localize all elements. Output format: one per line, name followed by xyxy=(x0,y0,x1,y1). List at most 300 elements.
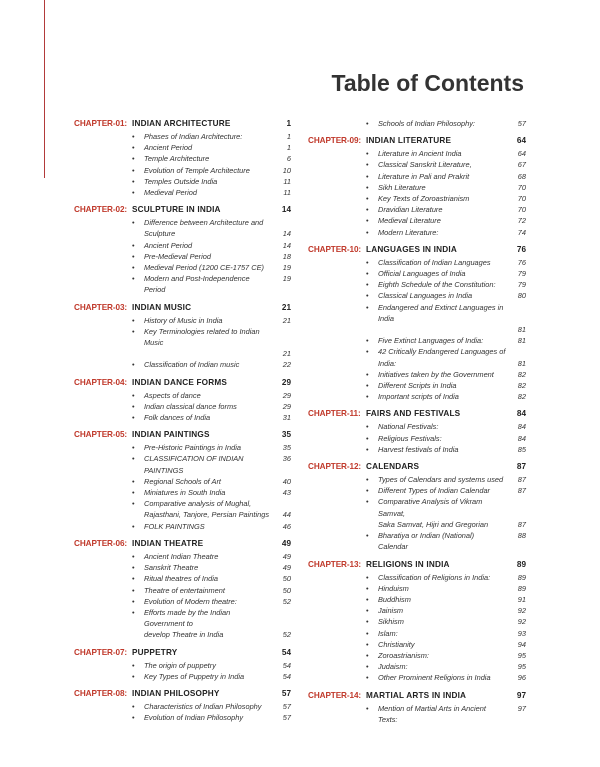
entry-page: 50 xyxy=(282,574,291,584)
entry-title: • Eighth Schedule of the Constitution: xyxy=(378,280,496,290)
entry-title: • Islam: xyxy=(378,628,398,638)
toc-entry[interactable] xyxy=(308,496,526,518)
toc-entry[interactable] xyxy=(308,358,526,369)
entry-page: 1 xyxy=(286,143,291,153)
toc-chapter xyxy=(74,429,291,532)
entry-page: 91 xyxy=(517,594,526,604)
toc-chapter xyxy=(74,647,291,682)
entry-page: 70 xyxy=(517,182,526,192)
chapter-title: FAIRS AND FESTIVALS xyxy=(366,409,461,419)
chapter-page: 54 xyxy=(281,647,291,657)
chapter-title: PUPPETRY xyxy=(132,647,178,657)
toc-entry[interactable] xyxy=(74,551,291,562)
toc-entry[interactable] xyxy=(308,171,526,182)
entry-title: • Classification of Indian music xyxy=(144,360,240,370)
entry-title: • Sanskrit Theatre xyxy=(144,563,199,573)
entry-title: • Christianity xyxy=(378,639,415,649)
entry-title xyxy=(378,324,506,335)
toc-entry[interactable] xyxy=(74,131,291,142)
toc-entry[interactable] xyxy=(74,573,291,584)
entry-page: 93 xyxy=(517,628,526,638)
entry-title: • Endangered and Extinct Languages in India xyxy=(378,302,504,323)
chapter-page: 29 xyxy=(281,377,291,387)
toc-chapter xyxy=(308,118,526,129)
toc-entry[interactable] xyxy=(74,228,291,239)
chapter-page: 1 xyxy=(286,119,291,128)
chapter-heading[interactable] xyxy=(74,538,291,551)
entry-title: • CLASSIFICATION OF INDIAN PAINTINGS xyxy=(144,454,244,475)
toc-entry[interactable] xyxy=(74,585,291,596)
toc-chapter xyxy=(74,118,291,198)
chapter-label: CHAPTER-14: xyxy=(308,690,362,700)
entry-title: Rajasthani, Tanjore, Persian Paintings xyxy=(144,510,270,520)
toc-chapter xyxy=(74,538,291,641)
toc-entry[interactable] xyxy=(74,487,291,498)
entry-title: • Judaism: xyxy=(378,662,408,672)
toc-chapter xyxy=(308,559,526,684)
chapter-title: MARTIAL ARTS IN INDIA xyxy=(366,690,467,700)
entry-title: • Aspects of dance xyxy=(144,390,201,400)
entry-page: 46 xyxy=(282,521,291,531)
chapter-heading[interactable] xyxy=(74,429,291,442)
chapter-heading[interactable] xyxy=(308,408,526,421)
entry-title: • Temple Architecture xyxy=(144,154,210,164)
entry-page: 54 xyxy=(282,671,291,681)
entry-page: 94 xyxy=(517,639,526,649)
toc-entry[interactable] xyxy=(74,142,291,153)
entry-title: • Evolution of Modern theatre: xyxy=(144,596,237,606)
toc-entry[interactable] xyxy=(308,628,526,639)
entry-title: • Difference between Architecture and xyxy=(144,218,264,228)
toc-entry[interactable] xyxy=(308,672,526,683)
entry-title: • Schools of Indian Philosophy: xyxy=(378,119,475,128)
chapter-sections xyxy=(74,315,291,371)
entry-page: 29 xyxy=(282,390,291,400)
toc-entry[interactable] xyxy=(308,474,526,485)
toc-entry[interactable] xyxy=(308,268,526,279)
entry-page: 87 xyxy=(517,486,526,496)
toc-entry[interactable] xyxy=(308,324,526,335)
entry-page: 11 xyxy=(283,188,291,198)
toc-entry[interactable] xyxy=(74,217,291,228)
toc-right-column xyxy=(308,118,526,731)
entry-title: • Buddhism xyxy=(378,594,411,604)
chapter-sections xyxy=(308,118,526,129)
toc-entry[interactable] xyxy=(308,639,526,650)
chapter-page: 57 xyxy=(281,688,291,698)
entry-title: • Ancient Period xyxy=(144,143,193,153)
entry-page: 97 xyxy=(517,703,526,713)
entry-title: • Other Prominent Religions in India xyxy=(378,673,491,683)
entry-page: 29 xyxy=(282,401,291,411)
entry-title: • Comparative Analysis of Vikram Samvat, xyxy=(378,497,483,518)
entry-title: • Comparative analysis of Mughal, xyxy=(144,499,252,509)
chapter-page: 76 xyxy=(516,244,526,254)
toc-entry[interactable] xyxy=(308,204,526,215)
toc-entry[interactable] xyxy=(308,572,526,583)
toc-entry[interactable] xyxy=(308,215,526,226)
entry-page: 88 xyxy=(517,531,526,541)
toc-entry[interactable] xyxy=(308,148,526,159)
entry-page: 64 xyxy=(517,149,526,159)
entry-title: • Different Scripts in India xyxy=(378,381,457,391)
toc-entry[interactable] xyxy=(308,605,526,616)
toc-entry[interactable] xyxy=(74,401,291,412)
chapter-title: RELIGIONS IN INDIA xyxy=(366,559,450,569)
toc-entry[interactable] xyxy=(308,391,526,402)
toc-chapter xyxy=(308,135,526,238)
toc-chapter xyxy=(74,302,291,371)
entry-title: • Miniatures in South India xyxy=(144,488,226,498)
toc-entry[interactable] xyxy=(308,302,526,324)
entry-page: 84 xyxy=(517,433,526,443)
entry-title: • Classical Languages in India xyxy=(378,291,473,301)
entry-title: • Initiatives taken by the Government xyxy=(378,369,494,379)
entry-title: • History of Music in India xyxy=(144,315,223,325)
toc-entry[interactable] xyxy=(74,498,291,509)
toc-entry[interactable] xyxy=(74,562,291,573)
toc-entry[interactable] xyxy=(74,251,291,262)
chapter-sections xyxy=(74,660,291,682)
chapter-label: CHAPTER-04: xyxy=(74,377,128,387)
entry-page: 49 xyxy=(282,551,291,561)
entry-title: • Ritual theatres of India xyxy=(144,574,218,584)
entry-page: 87 xyxy=(517,519,526,529)
toc-entry[interactable] xyxy=(74,176,291,187)
entry-page: 21 xyxy=(282,349,291,359)
entry-page: 57 xyxy=(517,119,526,128)
entry-page xyxy=(271,607,291,629)
chapter-label: CHAPTER-06: xyxy=(74,538,128,548)
entry-page: 89 xyxy=(517,583,526,593)
chapter-heading[interactable] xyxy=(308,559,526,572)
toc-entry[interactable] xyxy=(308,335,526,346)
entry-page: 68 xyxy=(517,171,526,181)
chapter-label: CHAPTER-07: xyxy=(74,647,128,657)
toc-entry[interactable] xyxy=(308,616,526,627)
entry-page xyxy=(271,326,291,348)
entry-page xyxy=(506,346,526,357)
chapter-label: CHAPTER-03: xyxy=(74,302,128,312)
toc-left-column xyxy=(74,118,291,729)
entry-page: 35 xyxy=(282,443,291,453)
entry-page: 89 xyxy=(517,572,526,582)
entry-title: • Five Extinct Languages of India: xyxy=(378,336,484,346)
toc-entry[interactable] xyxy=(74,187,291,198)
entry-page xyxy=(506,496,526,518)
toc-chapter xyxy=(308,461,526,552)
entry-title: • Modern Literature: xyxy=(378,227,439,237)
toc-entry[interactable] xyxy=(308,182,526,193)
entry-title: India: xyxy=(378,358,397,368)
chapter-title: INDIAN MUSIC xyxy=(132,302,192,312)
entry-title: • Sikh Literature xyxy=(378,182,426,192)
entry-title xyxy=(144,348,271,359)
entry-title: • Folk dances of India xyxy=(144,413,211,423)
toc-chapter xyxy=(74,377,291,424)
toc-entry[interactable] xyxy=(74,607,291,629)
entry-page: 82 xyxy=(517,392,526,402)
entry-page: 57 xyxy=(282,701,291,711)
entry-page: 40 xyxy=(282,476,291,486)
chapter-label: CHAPTER-09: xyxy=(308,136,362,146)
entry-page: 54 xyxy=(282,660,291,670)
chapter-sections xyxy=(308,421,526,455)
entry-title: • Evolution of Temple Architecture xyxy=(144,165,250,175)
entry-page: 81 xyxy=(517,325,526,335)
entry-title: • Ancient Period xyxy=(144,240,193,250)
entry-page: 95 xyxy=(517,650,526,660)
chapter-heading[interactable] xyxy=(308,135,526,148)
chapter-page: 14 xyxy=(281,205,291,215)
toc-entry[interactable] xyxy=(308,650,526,661)
entry-title: • National Festivals: xyxy=(378,422,439,432)
entry-page: 79 xyxy=(517,269,526,279)
toc-entry[interactable] xyxy=(308,433,526,444)
toc-entry[interactable] xyxy=(308,444,526,455)
chapter-sections xyxy=(308,703,526,725)
toc-entry[interactable] xyxy=(308,380,526,391)
entry-page: 1 xyxy=(286,132,291,141)
toc-entry[interactable] xyxy=(74,412,291,423)
toc-entry[interactable] xyxy=(74,701,291,712)
chapter-title: INDIAN DANCE FORMS xyxy=(132,377,228,387)
entry-page: 43 xyxy=(282,488,291,498)
entry-title: • Modern and Post-Independence Period xyxy=(144,274,250,295)
entry-title: • Important scripts of India xyxy=(378,392,459,402)
entry-title: • The origin of puppetry xyxy=(144,660,216,670)
chapter-label: CHAPTER-05: xyxy=(74,430,128,440)
entry-page: 70 xyxy=(517,205,526,215)
toc-entry[interactable] xyxy=(74,453,291,475)
entry-page: 81 xyxy=(517,336,526,346)
entry-title: • Theatre of entertainment xyxy=(144,585,225,595)
entry-title: • Evolution of Indian Philosophy xyxy=(144,713,244,723)
toc-entry[interactable] xyxy=(74,262,291,273)
entry-page xyxy=(271,217,291,228)
toc-entry[interactable] xyxy=(74,326,291,348)
toc-entry[interactable] xyxy=(308,369,526,380)
chapter-title: SCULPTURE IN INDIA xyxy=(132,205,221,215)
toc-entry[interactable] xyxy=(74,390,291,401)
entry-title: • Key Texts of Zoroastrianism xyxy=(378,194,470,204)
toc-entry[interactable] xyxy=(308,257,526,268)
entry-page: 44 xyxy=(282,510,291,520)
chapter-page: 64 xyxy=(516,136,526,146)
chapter-label: CHAPTER-08: xyxy=(74,688,128,698)
toc-entry[interactable] xyxy=(308,118,526,129)
entry-page: 6 xyxy=(286,154,291,164)
chapter-heading[interactable] xyxy=(308,244,526,257)
entry-title: • Medieval Period (1200 CE-1757 CE) xyxy=(144,263,264,273)
toc-entry[interactable] xyxy=(74,165,291,176)
toc-chapter xyxy=(308,244,526,403)
entry-title: • Pre-Historic Paintings in India xyxy=(144,443,241,453)
entry-title: • Medieval Period xyxy=(144,188,197,198)
entry-title: • Bharatiya or Indian (National) Calendar xyxy=(378,531,475,552)
toc-entry[interactable] xyxy=(308,421,526,432)
entry-page: 92 xyxy=(517,617,526,627)
entry-page: 14 xyxy=(282,240,291,250)
chapter-title: INDIAN ARCHITECTURE xyxy=(132,119,231,128)
chapter-page: 84 xyxy=(516,409,526,419)
toc-entry[interactable] xyxy=(308,661,526,672)
entry-page: 82 xyxy=(517,381,526,391)
chapter-label: CHAPTER-02: xyxy=(74,205,128,215)
toc-chapter xyxy=(74,688,291,723)
toc-entry[interactable] xyxy=(74,348,291,359)
entry-title: • 42 Critically Endangered Languages of xyxy=(378,347,506,357)
toc-entry[interactable] xyxy=(308,193,526,204)
entry-page: 80 xyxy=(517,291,526,301)
entry-page: 49 xyxy=(282,563,291,573)
entry-page: 70 xyxy=(517,194,526,204)
toc-entry[interactable] xyxy=(308,159,526,170)
chapter-title: LANGUAGES IN INDIA xyxy=(366,244,457,254)
entry-title: • Regional Schools of Art xyxy=(144,476,221,486)
entry-page: 10 xyxy=(282,165,291,175)
entry-page: 31 xyxy=(282,413,291,423)
entry-page: 76 xyxy=(517,257,526,267)
toc-entry[interactable] xyxy=(308,594,526,605)
entry-title: • Classical Sanskrit Literature, xyxy=(378,160,472,170)
entry-title: • Dravidian Literature xyxy=(378,205,443,215)
entry-title: • Indian classical dance forms xyxy=(144,401,237,411)
entry-title: • Literature in Ancient India xyxy=(378,149,462,159)
chapter-sections xyxy=(74,217,291,295)
toc-entry[interactable] xyxy=(308,227,526,238)
entry-page: 11 xyxy=(283,176,291,186)
entry-page: 82 xyxy=(517,369,526,379)
entry-page: 14 xyxy=(282,229,291,239)
chapter-heading[interactable] xyxy=(308,690,526,703)
chapter-label: CHAPTER-01: xyxy=(74,119,128,128)
toc-entry[interactable] xyxy=(74,153,291,164)
chapter-title: INDIAN LITERATURE xyxy=(366,136,452,146)
entry-title: • Classification of Religions in India: xyxy=(378,572,491,582)
entry-page: 36 xyxy=(282,454,291,464)
chapter-sections xyxy=(308,572,526,684)
entry-page xyxy=(506,302,526,324)
entry-title: • Mention of Martial Arts in Ancient Texts: xyxy=(378,703,486,724)
entry-title: Saka Samvat, Hijri and Gregorian xyxy=(378,519,489,529)
chapter-sections xyxy=(74,442,291,532)
entry-title: Sculpture xyxy=(144,229,176,239)
chapter-label: CHAPTER-13: xyxy=(308,559,362,569)
chapter-title: INDIAN PAINTINGS xyxy=(132,430,210,440)
entry-title: • Ancient Indian Theatre xyxy=(144,551,219,561)
chapter-label: CHAPTER-12: xyxy=(308,462,362,472)
toc-entry[interactable] xyxy=(74,629,291,640)
toc-entry[interactable] xyxy=(74,596,291,607)
toc-entry[interactable] xyxy=(74,712,291,723)
toc-entry[interactable] xyxy=(74,442,291,453)
toc-chapter xyxy=(308,690,526,725)
chapter-heading[interactable] xyxy=(74,377,291,390)
page-title: Table of Contents xyxy=(331,70,524,96)
toc-chapter xyxy=(308,408,526,455)
toc-entry[interactable] xyxy=(308,346,526,357)
entry-page: 79 xyxy=(517,280,526,290)
entry-title: • Phases of Indian Architecture: xyxy=(144,132,243,141)
toc-entry[interactable] xyxy=(308,290,526,301)
toc-entry[interactable] xyxy=(74,509,291,520)
entry-title: • Key Terminologies related to Indian Music xyxy=(144,326,260,348)
toc-entry[interactable] xyxy=(74,273,291,295)
chapter-page: 87 xyxy=(516,462,526,472)
entry-title: • Temples Outside India xyxy=(144,176,218,186)
chapter-heading[interactable] xyxy=(74,204,291,217)
entry-title: • Harvest festivals of India xyxy=(378,444,459,454)
entry-page: 92 xyxy=(517,606,526,616)
entry-title: • FOLK PAINTINGS xyxy=(144,521,205,531)
toc-entry[interactable] xyxy=(74,660,291,671)
entry-title: • Sikhism xyxy=(378,617,404,627)
toc-entry[interactable] xyxy=(74,240,291,251)
chapter-sections xyxy=(74,701,291,723)
toc-entry[interactable] xyxy=(308,279,526,290)
chapter-sections xyxy=(74,551,291,641)
entry-page: 50 xyxy=(282,585,291,595)
chapter-page: 97 xyxy=(516,690,526,700)
entry-page: 84 xyxy=(517,422,526,432)
toc-chapter xyxy=(74,204,291,295)
chapter-heading[interactable] xyxy=(74,688,291,701)
toc-entry[interactable] xyxy=(74,521,291,532)
chapter-title: INDIAN PHILOSOPHY xyxy=(132,688,220,698)
entry-page: 18 xyxy=(282,251,291,261)
entry-title: develop Theatre in India xyxy=(144,630,224,640)
toc-entry[interactable] xyxy=(74,671,291,682)
entry-page: 22 xyxy=(282,360,291,370)
toc-entry[interactable] xyxy=(308,583,526,594)
chapter-heading[interactable] xyxy=(74,118,291,131)
chapter-page: 49 xyxy=(281,538,291,548)
chapter-sections xyxy=(74,131,291,198)
toc-entry[interactable] xyxy=(308,703,526,725)
toc-entry[interactable] xyxy=(308,530,526,552)
chapter-page: 35 xyxy=(281,430,291,440)
chapter-sections xyxy=(308,257,526,403)
chapter-heading[interactable] xyxy=(74,647,291,660)
entry-title: • Characteristics of Indian Philosophy xyxy=(144,701,262,711)
entry-page: 81 xyxy=(517,358,526,368)
entry-page: 52 xyxy=(282,596,291,606)
entry-title: • Religious Festivals: xyxy=(378,433,442,443)
entry-page: 72 xyxy=(517,216,526,226)
chapter-title: CALENDARS xyxy=(366,462,420,472)
toc-entry[interactable] xyxy=(74,476,291,487)
toc-entry[interactable] xyxy=(74,359,291,370)
entry-title: • Efforts made by the Indian Government to xyxy=(144,607,231,629)
entry-title: • Zoroastrianism: xyxy=(378,650,429,660)
entry-page: 52 xyxy=(282,630,291,640)
chapter-page: 89 xyxy=(516,559,526,569)
toc-entry[interactable] xyxy=(308,485,526,496)
entry-page: 87 xyxy=(517,475,526,485)
entry-title: • Jainism xyxy=(378,606,404,616)
entry-title: • Medieval Literature xyxy=(378,216,441,226)
entry-page: 67 xyxy=(517,160,526,170)
toc-entry[interactable] xyxy=(74,315,291,326)
toc-entry[interactable] xyxy=(308,519,526,530)
entry-page: 19 xyxy=(282,274,291,284)
chapter-heading[interactable] xyxy=(308,461,526,474)
entry-title: • Key Types of Puppetry in India xyxy=(144,671,245,681)
chapter-heading[interactable] xyxy=(74,302,291,315)
entry-page: 57 xyxy=(282,713,291,723)
entry-title: • Classification of Indian Languages xyxy=(378,257,491,267)
